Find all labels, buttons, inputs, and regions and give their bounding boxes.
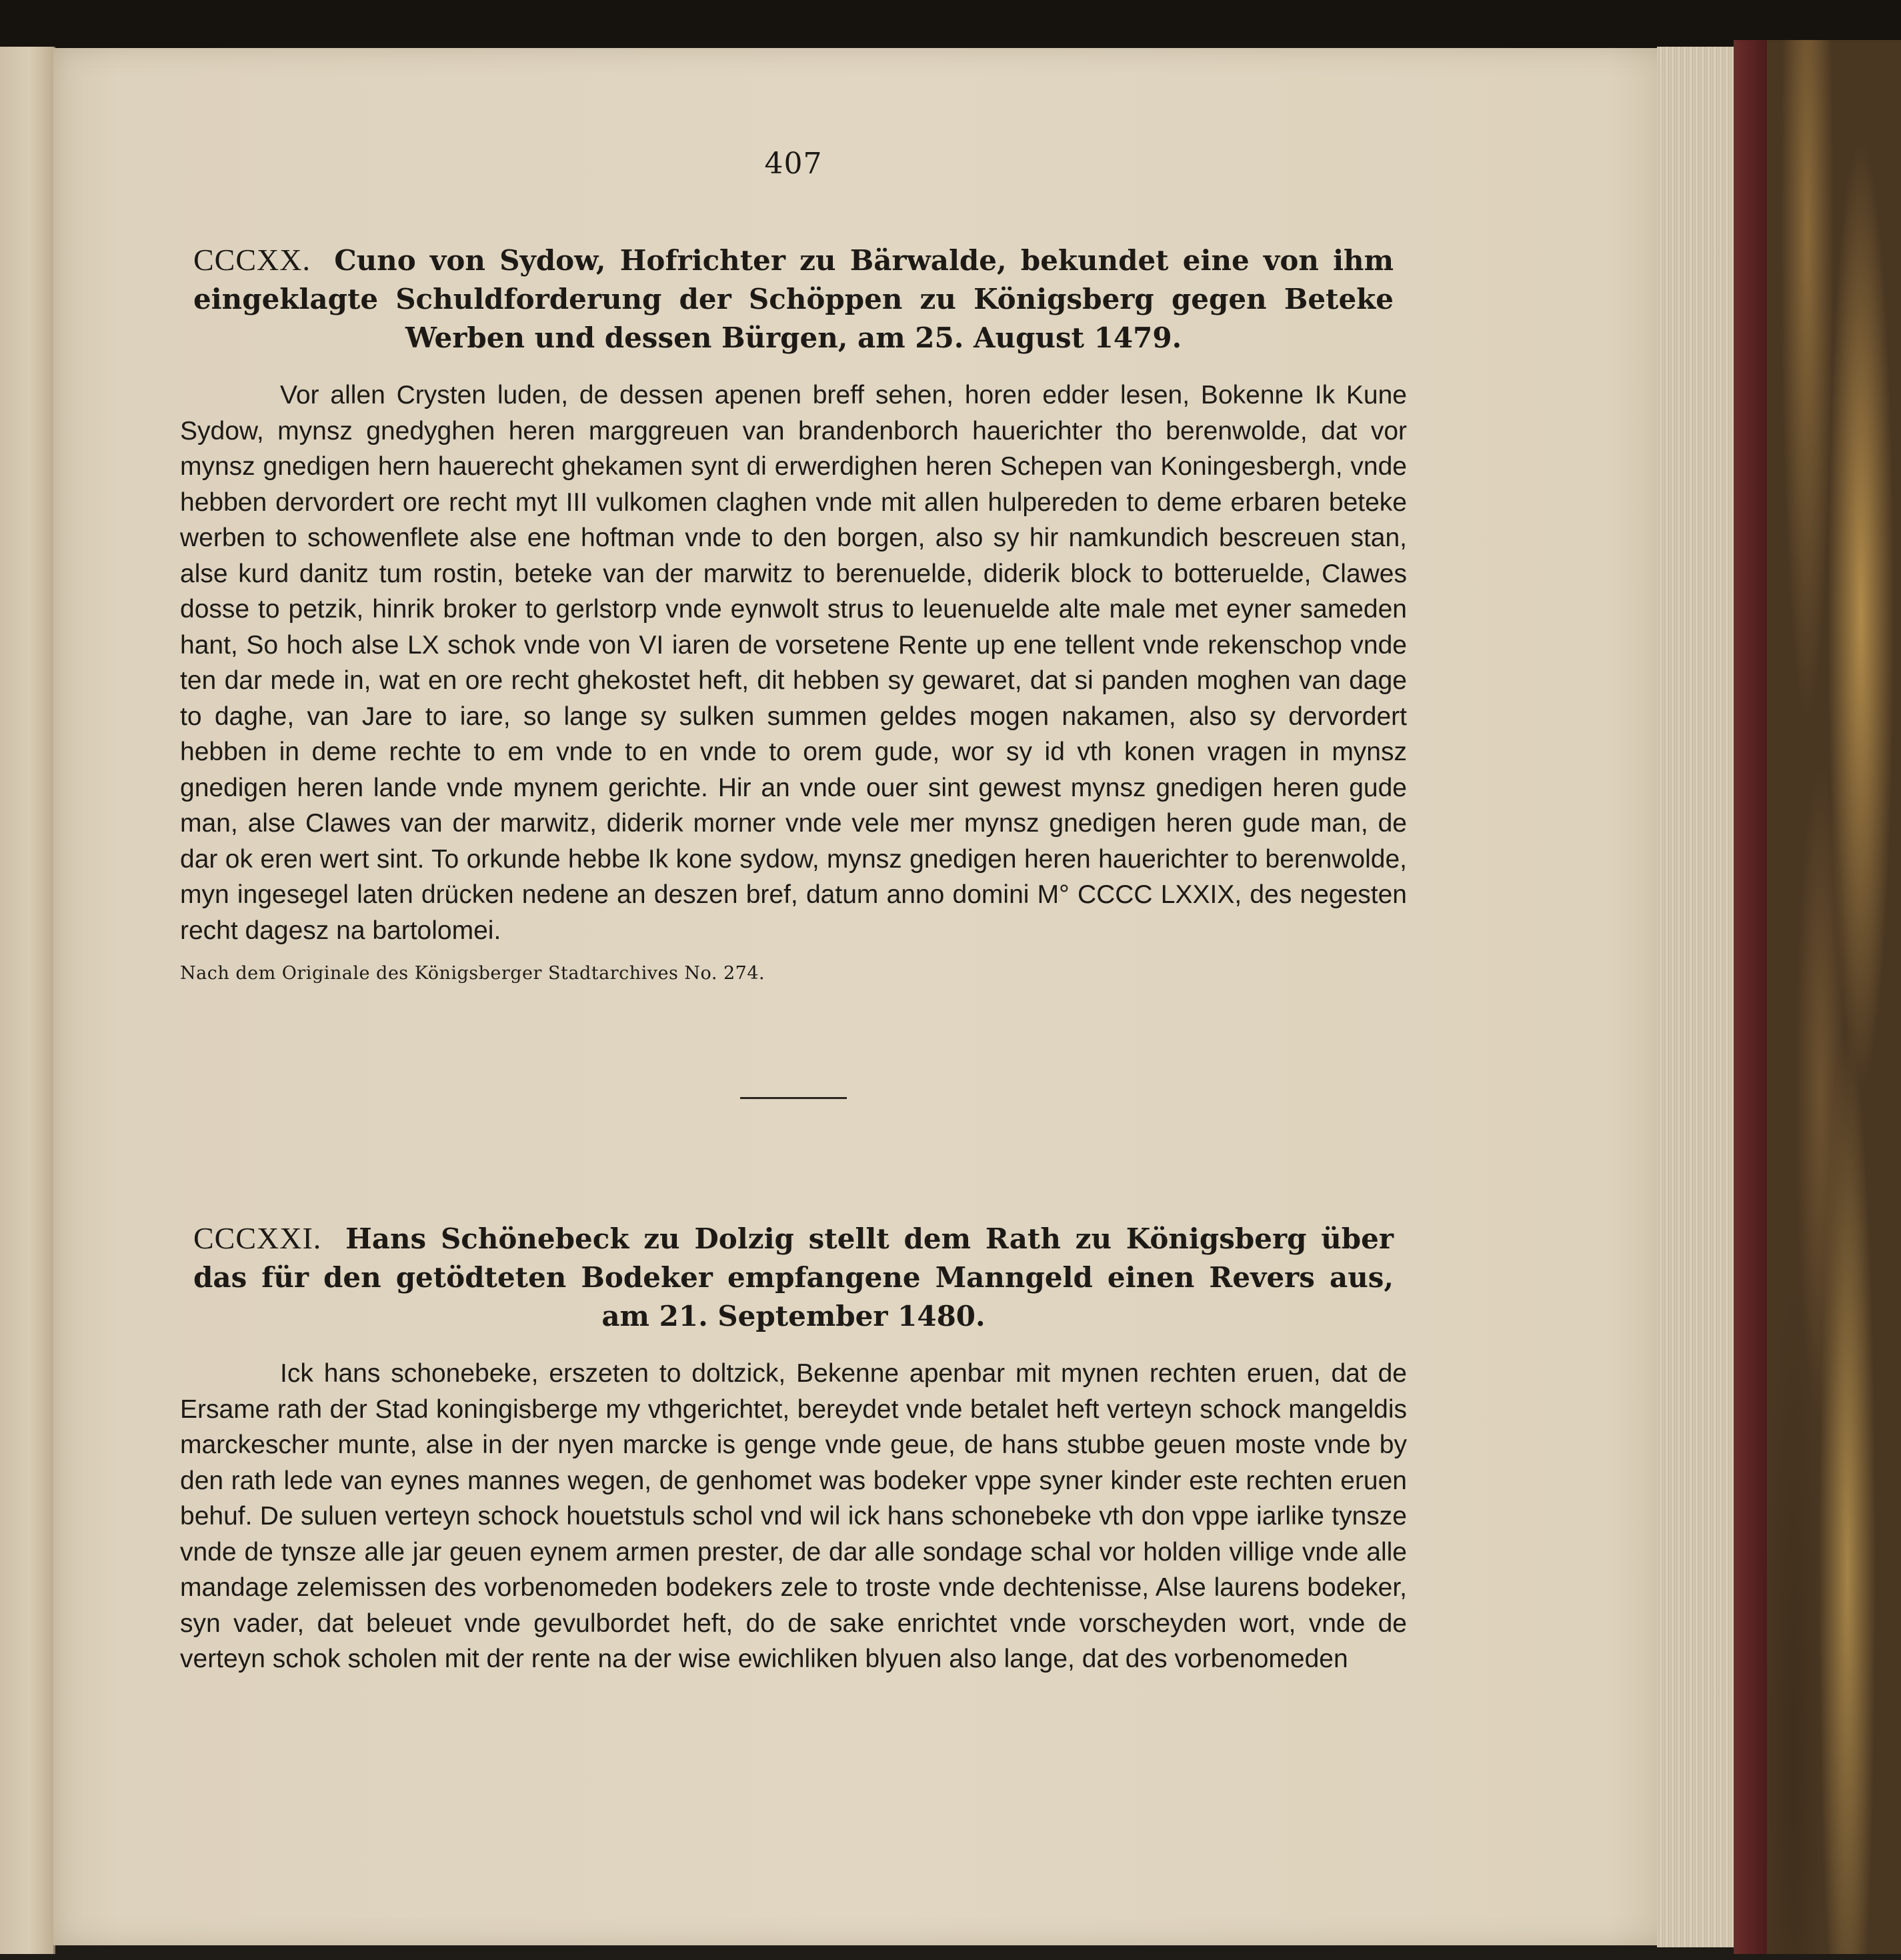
- document-entry-cccxx: [180, 241, 1407, 984]
- section-divider: [740, 1097, 847, 1099]
- page-stack-edges: [1657, 47, 1734, 1947]
- entry-text: Ick hans schonebeke, erszeten to doltzick, Bekenne apenbar mit mynen rechten eruen, dat de Ersame rath der Stad koningisberge my vthgerichtet, bereydet vnde betalet heft verteyn schock mangeldis marckescher munte, alse in der nyen marcke is genge vnde geue, de hans stubbe geuen moste vnde by den rath lede van eynes mannes wegen, de genhomet was bodeker vppe syner kinder este rechten eruen behuf. De suluen verteyn schock houetstuls schol vnd wil ick hans schonebeke vth don vppe iarlike tynsze vnde de tynsze alle jar geuen eynem armen prester, de dar alle sondage schal vor holden villige vnde alle mandage zelemissen des vorbenomeden bodekers zele to troste vnde dechtenisse, Alse laurens bodeker, syn vader, dat beleuet vnde gevulbordet heft, do de sake enrichtet vnde vorscheyden wort, vnde de verteyn schok scholen mit der rente na der wise ewichliken blyuen also lange, dat des vorbenomeden: [180, 1359, 1407, 1673]
- marbled-cover: [1767, 40, 1901, 1954]
- entry-numeral: CCCXXI.: [193, 1221, 322, 1255]
- entry-title: Cuno von Sydow, Hofrichter zu Bärwalde, bekundet eine von ihm eingeklagte Schuldforderung der Schöppen zu Königsberg gegen Beteke Werben und dessen Bürgen, am 25. August 1479.: [193, 244, 1394, 354]
- entry-text: Vor allen Crysten luden, de dessen apenen breff sehen, horen edder lesen, Bokenne Ik Kune Sydow, mynsz gnedyghen heren marggreuen van brandenborch hauerichter tho berenwolde, dat vor mynsz gnedigen hern hauerecht ghekamen synt di erwerdighen heren Schepen van Koningesbergh, vnde hebben dervordert ore recht myt III vulkomen claghen vnde mit allen hulpereden to deme erbaren beteke werben to schowenflete alse ene hoftman vnde to den borgen, also sy hir namkundich bescreuen stan, alse kurd danitz tum rostin, beteke van der marwitz to berenuelde, diderik block to botteruelde, Clawes dosse to petzik, hinrik broker to gerlstorp vnde eynwolt strus to leuenuelde alte male met eyner sameden hant, So hoch alse LX schok vnde von VI iaren de vorsetene Rente up ene tellent vnde rekenschop vnde ten dar mede in, wat en ore recht ghekostet heft, dit hebben sy gewaret, dat si panden moghen van dage to daghe, van Jare to iare, so lange sy sulken summen geldes mogen nakamen, also sy dervordert hebben in deme rechte to em vnde to en vnde to orem gude, wor sy id vth konen vragen in mynsz gnedigen heren lande vnde mynem gerichte. Hir an vnde ouer sint gewest mynsz gnedigen heren gude man, alse Clawes van der marwitz, diderik morner vnde vele mer mynsz gnedigen heren gude man, de dar ok eren wert sint. To orkunde hebbe Ik kone sydow, mynsz gnedigen heren hauerichter to berenwolde, myn ingesegel laten drücken nedene an deszen bref, datum anno domini M° CCCC LXXIX, des negesten recht dagesz na bartolomei.: [180, 381, 1407, 945]
- entry-title: Hans Schönebeck zu Dolzig stellt dem Rath zu Königsberg über das für den getödteten Bodeker empfangene Manngeld einen Revers aus, am 21. September 1480.: [193, 1222, 1394, 1332]
- page-number: 407: [764, 147, 823, 181]
- entry-heading: [180, 241, 1407, 357]
- entry-heading: [180, 1219, 1407, 1336]
- page-content: [180, 147, 1407, 1677]
- entry-source: Nach dem Originale des Königsberger Stadtarchives No. 274.: [180, 963, 765, 984]
- left-page-edge: [0, 47, 55, 1954]
- document-entry-cccxxi: [180, 1219, 1407, 1677]
- book-cover-spine: [1734, 40, 1767, 1954]
- scan-top-edge: [0, 0, 1901, 48]
- entry-numeral: CCCXX.: [193, 243, 311, 277]
